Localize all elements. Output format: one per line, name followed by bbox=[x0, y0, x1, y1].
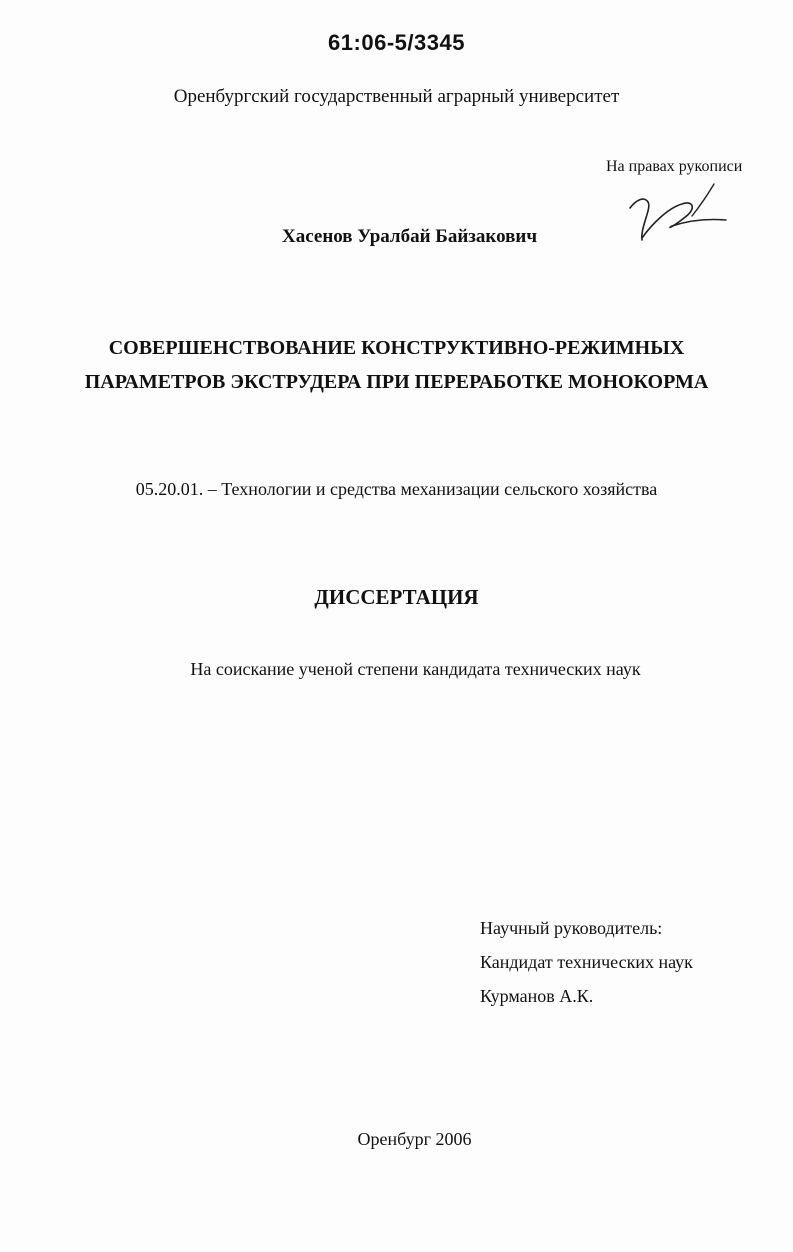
supervisor-rank: Кандидат технических наук bbox=[480, 952, 693, 972]
dissertation-title bbox=[0, 331, 793, 399]
title-line-2: ПАРАМЕТРОВ ЭКСТРУДЕРА ПРИ ПЕРЕРАБОТКЕ МОНОКОРМА bbox=[84, 371, 709, 393]
title-line-1: СОВЕРШЕНСТВОВАНИЕ КОНСТРУКТИВНО-РЕЖИМНЫХ bbox=[108, 337, 685, 359]
university-name: Оренбургский государственный аграрный университет bbox=[173, 86, 620, 107]
supervisor-block bbox=[480, 911, 693, 1013]
supervisor-heading: Научный руководитель: bbox=[480, 918, 663, 938]
supervisor-name: Курманов А.К. bbox=[480, 986, 594, 1006]
manuscript-note: На правах рукописи bbox=[606, 158, 743, 175]
city-year: Оренбург 2006 bbox=[357, 1129, 472, 1149]
signature-icon bbox=[622, 178, 734, 248]
specialty-code: 05.20.01. – Технологии и средства механизации сельского хозяйства bbox=[135, 479, 658, 499]
document-type: ДИССЕРТАЦИЯ bbox=[314, 585, 479, 609]
author-name: Хасенов Уралбай Байзакович bbox=[282, 226, 538, 247]
degree-statement: На соискание ученой степени кандидата технических наук bbox=[190, 659, 641, 679]
archive-code: 61:06-5/3345 bbox=[328, 30, 465, 55]
